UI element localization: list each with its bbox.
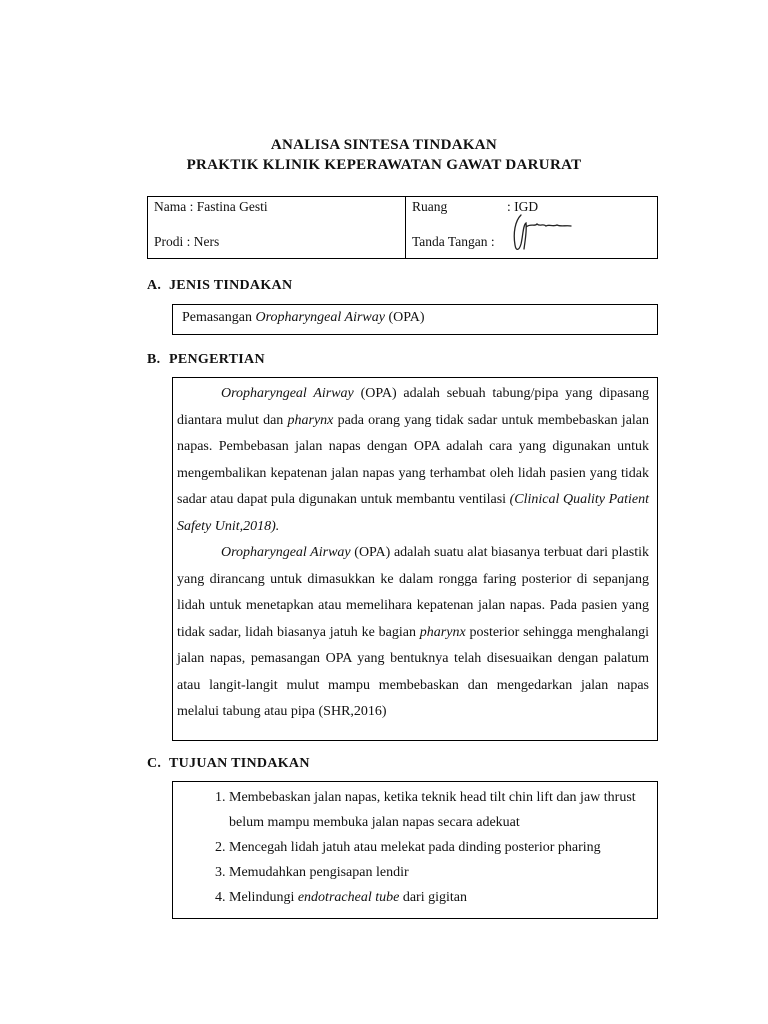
nama-field: Nama : Fastina Gesti — [154, 199, 268, 214]
signature-image — [511, 211, 575, 253]
identity-left-cell — [148, 197, 406, 258]
pengertian-paragraph-2: Oropharyngeal Airway (OPA) adalah suatu alat biasanya terbuat dari plastik yang dirancang untuk dimasukkan ke dalam rongga faring posterior di sepanjang lidah untuk menetapkan atau memelihara kepatenan jalan napas. Pada pasien yang tidak sadar, lidah biasanya jatuh ke bagian pharynx posterior sehingga menghalangi jalan napas, pemasangan OPA yang bentuknya telah disesuaikan dengan palatum atau langit-langit mulut mampu membebaskan dan mengedarkan jalan napas melalui tabung atau pipa (SHR,2016) — [177, 545, 650, 719]
section-c-letter: C. — [147, 756, 162, 771]
jenis-tindakan-box — [172, 304, 658, 335]
ruang-value: : IGD — [507, 199, 539, 214]
tujuan-tindakan-box — [172, 781, 658, 919]
list-item: 3. Memudahkan pengisapan lendir — [229, 860, 649, 885]
tujuan-list — [173, 782, 657, 910]
section-b-letter: B. — [147, 352, 161, 367]
section-a-heading: A. JENIS TINDAKAN — [147, 278, 293, 293]
list-item: 4. Melindungi endotracheal tube dari gigitan — [229, 885, 649, 910]
identity-table — [147, 196, 658, 259]
pengertian-paragraph-1: Oropharyngeal Airway (OPA) adalah sebuah tabung/pipa yang dipasang diantara mulut dan pharynx pada orang yang tidak sadar untuk membebaskan jalan napas. Pembebasan jalan napas dengan OPA adalah cara yang digunakan untuk mengembalikan kepatenan jalan napas yang terhambat oleh lidah pasien yang tidak sadar atau dapat pula digunakan untuk membantu ventilasi (Clinical Quality Patient Safety Unit,2018). — [177, 386, 650, 534]
ruang-label: Ruang — [412, 199, 448, 214]
identity-right-cell — [406, 197, 657, 258]
pengertian-box — [172, 377, 658, 741]
section-c-heading: C. TUJUAN TINDAKAN — [147, 756, 310, 771]
tanda-tangan-label: Tanda Tangan : — [412, 234, 495, 249]
document-subtitle: PRAKTIK KLINIK KEPERAWATAN GAWAT DARURAT — [186, 157, 582, 173]
jenis-tindakan-text: Pemasangan Oropharyngeal Airway (OPA) — [182, 310, 425, 325]
list-item: 2. Mencegah lidah jatuh atau melekat pada dinding posterior pharing — [229, 835, 649, 860]
section-b-heading: B. PENGERTIAN — [147, 352, 265, 367]
prodi-field: Prodi : Ners — [154, 234, 220, 249]
section-a-letter: A. — [147, 278, 162, 293]
document-title: ANALISA SINTESA TINDAKAN — [270, 137, 498, 153]
list-item: 1. Membebaskan jalan napas, ketika teknik head tilt chin lift dan jaw thrust belum mampu membuka jalan napas secara adekuat — [229, 785, 649, 835]
